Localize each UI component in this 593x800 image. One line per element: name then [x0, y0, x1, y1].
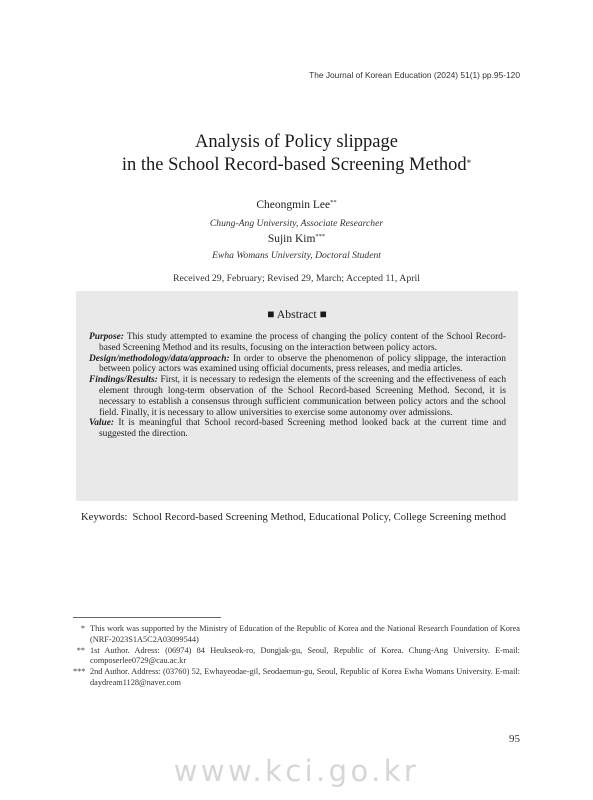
author-2-mark: *** — [315, 233, 326, 240]
author-1-name-text: Cheongmin Lee — [256, 199, 331, 211]
footnote-2 — [73, 646, 520, 668]
footnote-2-text: 1st Author. Adress: (06974) 84 Heukseok-ro, Dongjak-gu, Seoul, Republic of Korea. Chung-Ang University. E-mail: composerlee0729@cau.ac.kr — [90, 645, 520, 666]
footnote-divider — [73, 617, 221, 618]
footnote-3-text: 2nd Author. Address: (03760) 52, Ewhayeodae-gil, Seodaemun-gu, Seoul, Republic of Korea Ewha Womans University. E-mail: daydream1128@naver.com — [90, 667, 520, 687]
running-head: The Journal of Korean Education (2024) 51(1) pp.95-120 — [309, 70, 520, 80]
author-2-name-text: Sujin Kim — [267, 233, 316, 245]
footnote-1 — [73, 624, 520, 646]
keywords-label: Keywords: — [81, 512, 128, 523]
received-dates: Received 29, February; Revised 29, March; Accepted 11, April — [173, 273, 420, 284]
page-number: 95 — [509, 733, 520, 745]
abstract-box — [76, 291, 518, 501]
purpose-text: This study attempted to examine the process of changing the policy content of the School Record-based Screening Method and its results, focusing on the interaction between policy actors. — [99, 332, 506, 353]
abstract-heading: ■ Abstract ■ — [267, 307, 327, 321]
footnote-3-mark: *** — [73, 667, 86, 677]
footnote-1-mark: * — [80, 624, 85, 633]
title-line-1: Analysis of Policy slippage — [195, 132, 398, 152]
keywords — [81, 510, 521, 525]
value-text: It is meaningful that School record-based Screening method looked back at the current time and suggested the direction. — [99, 418, 507, 440]
findings-label: Findings/Results: — [89, 375, 158, 386]
author-2-affiliation: Ewha Womans University, Doctoral Student — [212, 250, 381, 261]
abstract-findings — [89, 375, 506, 418]
abstract-purpose — [89, 332, 506, 354]
title-line-2 — [0, 154, 593, 177]
paper-title — [0, 131, 593, 177]
design-label: Design/methodology/data/approach: — [89, 353, 230, 364]
kci-watermark: www.kci.go.kr — [173, 754, 420, 788]
abstract-value — [89, 418, 506, 440]
author-1-mark: ** — [330, 199, 337, 206]
author-1-name — [0, 199, 593, 211]
author-2-name — [0, 233, 593, 245]
design-text: In order to observe the phenomenon of policy slippage, the interaction between policy actors was examined using official documents, press releases, and media articles. — [99, 353, 506, 375]
footnote-2-mark: ** — [76, 645, 85, 655]
title-footnote-mark: * — [466, 158, 472, 168]
findings-text: First, it is necessary to redesign the elements of the screening and the effectiveness of each element through long-term observation of the School Record-based Screening Method. Second, it is necessary to establish a consensus through sufficient communication between policy actors and the school field. Finally, it is necessary to allow universities to exercise some autonomy over admissions. — [99, 375, 507, 418]
title-line-2-text: in the School Record-based Screening Method — [121, 155, 467, 175]
purpose-label: Purpose: — [89, 332, 124, 342]
author-1-affiliation: Chung-Ang University, Associate Researcher — [209, 218, 384, 229]
value-label: Value: — [89, 418, 115, 429]
keywords-text: School Record-based Screening Method, Educational Policy, College Screening method — [132, 512, 507, 523]
abstract-body — [89, 332, 506, 440]
abstract-design — [89, 354, 506, 376]
footnotes — [73, 624, 520, 689]
footnote-1-text: This work was supported by the Ministry of Education of the Republic of Korea and the National Research Foundation of Korea (NRF-2023S1A5C2A03099544) — [90, 624, 520, 644]
footnote-3 — [73, 667, 520, 689]
